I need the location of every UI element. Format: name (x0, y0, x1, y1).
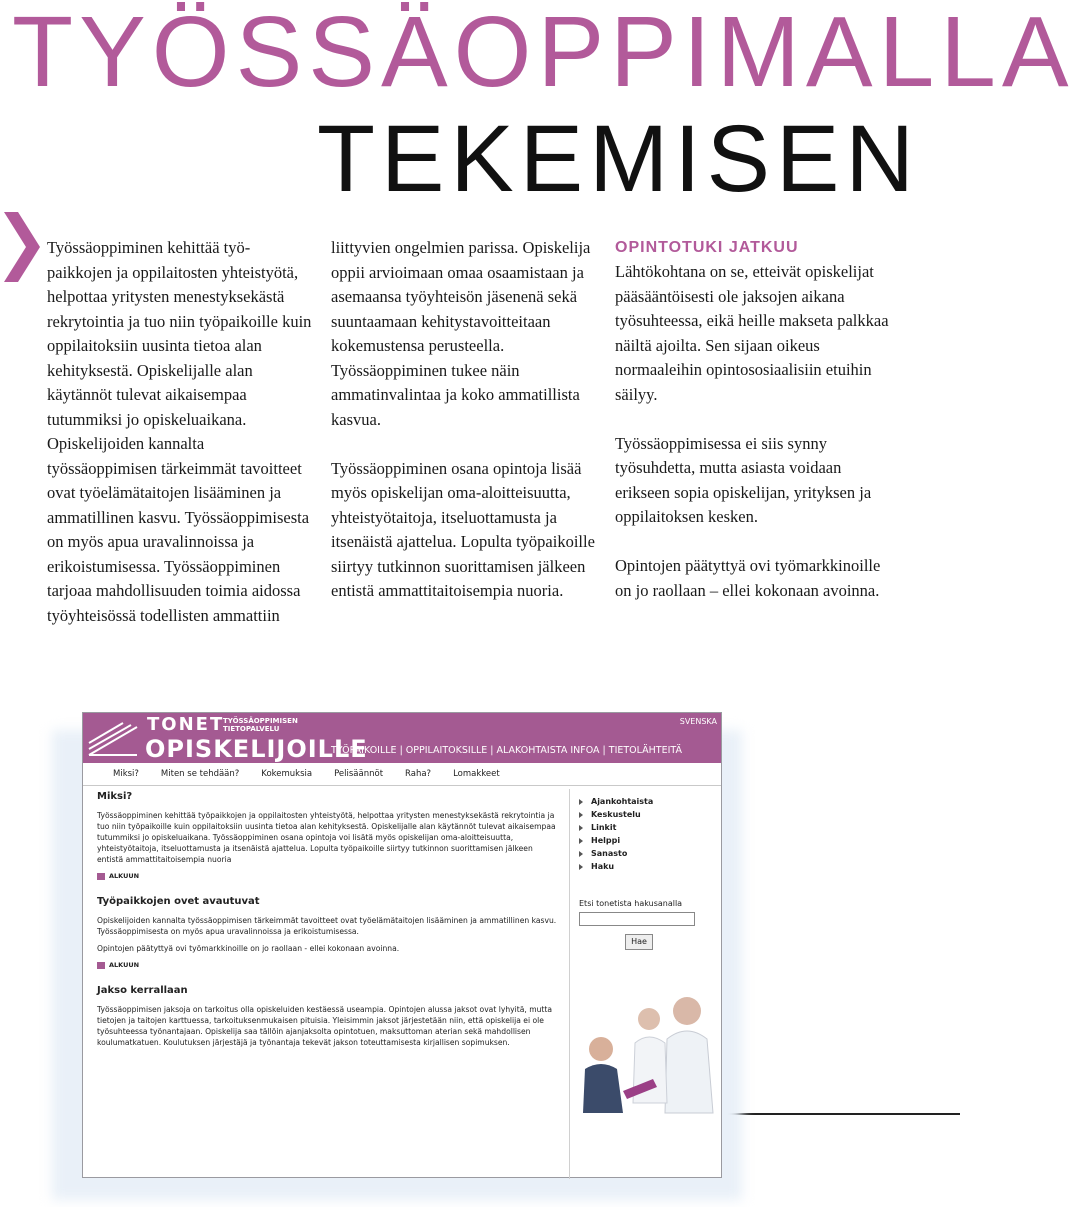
nav-item[interactable]: Kokemuksia (261, 769, 313, 779)
triangle-right-icon (579, 825, 583, 831)
back-to-top-link[interactable]: ALKUUN (97, 871, 561, 882)
paragraph: Työssäoppiminen kehittää työ-paikkojen ja oppilaitosten yhteistyötä, helpottaa yritysten menestyksekästä rekrytointia ja tuo niin työpaikoille kuin oppilaitoksiin uusinta tietoa alan kehityksestä. Opiskelijalle alan käytännöt tulevat aikaisempaa tutummiksi jo opiskeluaikana. Opiskelijoiden kannalta työssäoppimisen tärkeimmät tavoitteet ovat työelämätaitojen lisääminen ja ammatillinen kasvu. Työssäoppimisesta on myös apua uravalinnoissa ja erikoistumisessa. Työssäoppiminen tarjoaa mahdollisuuden toimia aidossa työyhteisössä todellisten ammattiin (47, 238, 312, 625)
site-logo-text: TONET (147, 714, 225, 735)
search-button[interactable]: Hae (625, 934, 653, 950)
content-paragraph: Opintojen päätyttyä ovi työmarkkinoille on jo raollaan - ellei kokonaan avoinna. (97, 944, 400, 953)
triangle-right-icon (579, 851, 583, 857)
paragraph: liittyvien ongelmien parissa. Opiskelija oppii arvioimaan omaa osaamistaan ja asemaansa työyhteisön jäsenenä sekä suuntaamaan kehitystavoitteitaan kokemustensa perusteella. Työssäoppiminen tukee näin ammatinvalintaa ja koko ammatillista kasvua. (331, 238, 591, 429)
sidebar-link[interactable]: Helppi (579, 834, 717, 847)
site-nav (83, 763, 721, 786)
nav-item[interactable]: Miten se tehdään? (160, 769, 240, 779)
content-heading: Jakso kerrallaan (97, 985, 188, 996)
arrow-up-icon (97, 962, 105, 969)
nav-item[interactable]: Lomakkeet (453, 769, 500, 779)
sidebar-link[interactable]: Haku (579, 860, 717, 873)
paragraph: Opintojen päätyttyä ovi työmarkkinoille on jo raollaan – ellei kokonaan avoinna. (615, 556, 881, 600)
back-to-top-link[interactable]: ALKUUN (97, 960, 561, 971)
content-paragraph: Työssäoppiminen kehittää työpaikkojen ja oppilaitosten yhteistyötä, helpottaa yritysten menestyksekästä rekrytointia ja tuo niin työpaikoille kuin oppilaitoksiin uusinta tietoa alan kehityksestä. Opiskelijalle alan käytännöt tulevat aikaisempaa tutummiksi jo opiskeluaikana. Työssäoppiminen osana opintoja voi lisätä myös opiskelijan oma-aloitteisuutta, yhteistyötaitoja, itseluottamusta ja itsenäistä ajattelua. Lopulta työpaikoille siirtyy tutkinnon suorittamisen jälkeen entistä ammattitaitoisempia nuoria (97, 811, 556, 864)
people-photo (583, 983, 719, 1113)
title-line-2: TEKEMISEN (317, 106, 920, 212)
search-input[interactable] (579, 912, 695, 926)
search-label: Etsi tonetista hakusanalla (579, 899, 683, 908)
arrow-up-icon (97, 873, 105, 880)
site-logo-subtitle: TYÖSSÄOPPIMISEN TIETOPALVELU (223, 717, 298, 733)
sidebar-link[interactable]: Keskustelu (579, 808, 717, 821)
sidebar-link[interactable]: Linkit (579, 821, 717, 834)
language-link[interactable]: SVENSKA (679, 717, 717, 726)
content-heading: Työpaikkojen ovet avautuvat (97, 896, 260, 907)
triangle-right-icon (579, 864, 583, 870)
chevron-right-icon (4, 212, 40, 282)
site-content (91, 789, 561, 1054)
content-paragraph: Työssäoppimisen jaksoja on tarkoitus olla opiskeluiden kestäessä useampia. Opintojen alussa jaksot ovat lyhyitä, mutta tietojen ja taitojen karttuessa, tarkoituksenmukaisen pituisia. Yleisimmin jaksot järjestetään niin, että opiskelija ei ole työsuhteessa työnantajaan. Opiskelija saa tällöin ajanjaksolta opintotuen, maksuttoman aterian sekä mahdollisen koulumatkatuen. Koulutuksen järjestäjä ja työnantaja tekevät jakson toteuttamisesta kirjallisen sopimuksen. (97, 1005, 553, 1047)
nav-item[interactable]: Raha? (405, 769, 432, 779)
column-1 (47, 236, 315, 653)
paragraph: Työssäoppiminen osana opintoja lisää myös opiskelijan oma-aloitteisuutta, yhteistyötaitoja, itseluottamusta ja itsenäistä ajattelua. Lopulta työpaikoille siirtyy tutkinnon suorittamisen jälkeen entistä ammattitaitoisempia nuoria. (331, 458, 595, 600)
column-3 (615, 236, 895, 628)
sidebar-link[interactable]: Ajankohtaista (579, 795, 717, 808)
paragraph: Lähtökohtana on se, etteivät opiskelijat pääsääntöisesti ole jaksojen aikana työsuhteessa, eikä heille makseta palkkaa näiltä ajoilta. Sen sijaan oikeus normaaleihin opintososiaalisiin etuihin säilyy. (615, 262, 889, 404)
content-heading: Miksi? (97, 791, 133, 802)
column-2 (331, 236, 596, 628)
title-line-1: TYÖSSÄOPPIMALLA (12, 0, 1075, 108)
paragraph: Työssäoppimisessa ei siis synny työsuhdetta, mutta asiasta voidaan erikseen sopia opiskelijan, yrityksen ja oppilaitoksen kesken. (615, 433, 872, 526)
site-brand: OPISKELIJOILLE (145, 735, 368, 763)
nav-item[interactable]: Pelisäännöt (334, 769, 384, 779)
column-divider (569, 789, 570, 1179)
triangle-right-icon (579, 799, 583, 805)
site-sidebar (579, 795, 717, 950)
section-heading: OPINTOTUKI JATKUU (615, 239, 799, 256)
sidebar-link[interactable]: Sanasto (579, 847, 717, 860)
site-header (83, 713, 721, 763)
content-paragraph: Opiskelijoiden kannalta työssäoppimisen tärkeimmät tavoitteet ovat työelämätaitojen lisääminen ja ammatillinen kasvu. Työssäoppimisesta on myös apua uravalinnoissa ja erikoistumisessa. (97, 916, 557, 936)
site-top-nav[interactable]: TYÖPAIKOILLE | OPPILAITOKSILLE | ALAKOHTAISTA INFOA | TIETOLÄHTEITÄ (331, 745, 682, 756)
triangle-right-icon (579, 838, 583, 844)
divider-rule (720, 1113, 960, 1115)
logo-lines-icon (87, 719, 139, 759)
triangle-right-icon (579, 812, 583, 818)
nav-item[interactable]: Miksi? (113, 769, 139, 779)
website-screenshot (82, 712, 722, 1178)
